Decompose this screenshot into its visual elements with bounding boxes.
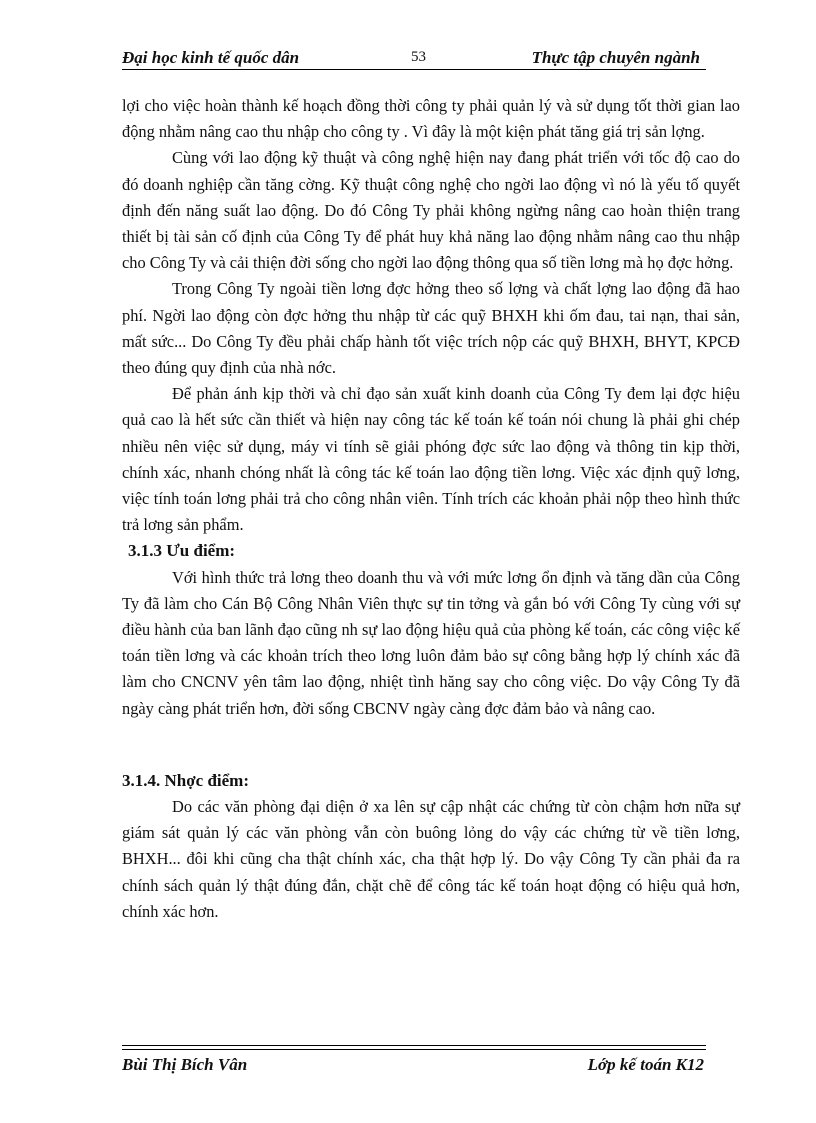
paragraph: Để phản ánh kịp thời và chỉ đạo sản xuất kinh doanh của Công Ty đem lại đợc hiệu quả cao là hết sức cần thiết và hiện nay công tác kế toán kế toán nói chung là phải ghi chép nhiều nên việc sử dụng, máy vi tính sẽ giải phóng đợc sức lao động và thông tin kịp thời, chính xác, nhanh chóng nhất là công tác kế toán lao động tiền lơng. Việc xác định quỹ lơng, việc tính toán lơng phải trả cho công nhân viên. Tính trích các khoản phải nộp theo hình thức trả lơng sản phẩm. — [122, 384, 740, 535]
paragraph: Cùng với lao động kỹ thuật và công nghệ hiện nay đang phát triển với tốc độ cao do đó doanh nghiệp cần tăng cờng. Kỹ thuật công nghệ cho ngời lao động vì nó là yếu tố quyết định đến năng suất lao động. Do đó Công Ty phải không ngừng nâng cao hoàn thiện trang thiết bị tài sản cố định của Công Ty để phát huy khả năng lao động nhằm nâng cao thu nhập cho Công Ty và cải thiện đời sống cho ngời lao động thông qua số tiền lơng mà họ đợc hởng. — [122, 148, 740, 273]
header-university: Đại học kinh tế quốc dân — [122, 48, 300, 67]
footer-rule-bottom — [122, 1049, 706, 1050]
section-heading-advantages: 3.1.3 Ưu điểm: — [128, 541, 236, 561]
header-rule — [122, 69, 706, 70]
spacer — [122, 722, 740, 768]
paragraph: Trong Công Ty ngoài tiền lơng đợc hởng theo số lợng và chất lợng lao động đã hao phí. Ngời lao động còn đợc hởng thu nhập từ các quỹ BHXH khi ốm đau, tai nạn, thai sản, mất sức... Do Công Ty đều phải chấp hành tốt việc trích nộp các quỹ BHXH, BHYT, KPCĐ theo đúng quy định của nhà nớc. — [122, 279, 740, 378]
header-subject: Thực tập chuyên ngành — [531, 48, 700, 67]
footer-author: Bùi Thị Bích Vân — [122, 1055, 248, 1074]
footer-class: Lớp kế toán K12 — [587, 1055, 704, 1074]
page-header — [122, 48, 706, 70]
footer-rule-top — [122, 1045, 706, 1046]
page-number: 53 — [411, 49, 426, 65]
paragraph: lợi cho việc hoàn thành kế hoạch đồng thời công ty phải quản lý và sử dụng tốt thời gian lao động nhằm nâng cao thu nhập cho công ty . Vì đây là một kiện phát tăng giá trị sản lợng. — [122, 96, 740, 142]
document-body — [122, 93, 740, 925]
paragraph: Với hình thức trả lơng theo doanh thu và với mức lơng ổn định và tăng dần của Công Ty đã làm cho Cán Bộ Công Nhân Viên thực sự tin tởng và gắn bó với Công Ty cùng với sự điều hành của ban lãnh đạo cũng nh sự lao động hiệu quả của phòng kế toán, các công việc kế toán tiền lơng và các khoản trích theo lơng luôn đảm bảo sự công bằng hợp lý chính xác đã làm cho CNCNV yên tâm lao động, nhiệt tình hăng say cho công việc. Do vậy Công Ty đã ngày càng phát triển hơn, đời sống CBCNV ngày càng đợc đảm bảo và nâng cao. — [122, 567, 740, 718]
section-heading-disadvantages: 3.1.4. Nhợc điểm: — [122, 770, 249, 790]
paragraph: Do các văn phòng đại diện ở xa lên sự cập nhật các chứng từ còn chậm hơn nữa sự giám sát quản lý các văn phòng vẫn còn buông lỏng do vậy các chứng từ về tiền lơng, BHXH... đôi khi cũng cha thật chính xác, cha thật hợp lý. Do vậy Công Ty cần phải đa ra chính sách quản lý thật đúng đắn, chặt chẽ để công tác kế toán hoạt động có hiệu quả hơn, chính xác hơn. — [122, 797, 740, 921]
page-footer — [122, 1055, 706, 1079]
